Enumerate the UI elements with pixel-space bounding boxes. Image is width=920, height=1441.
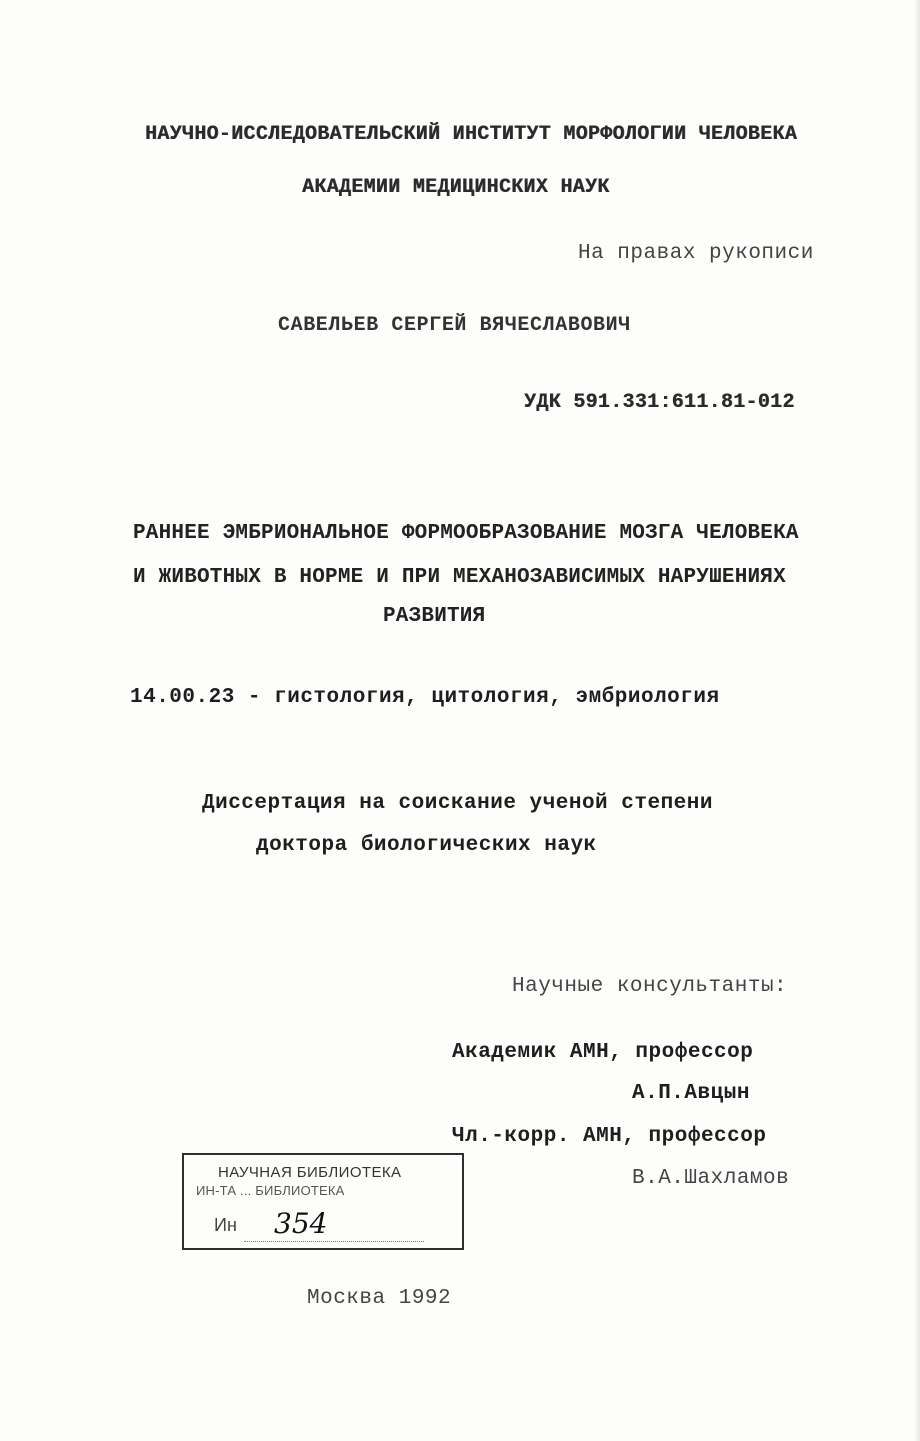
scan-edge-shadow xyxy=(914,0,920,1441)
stamp-inventory-number: 354 xyxy=(274,1207,328,1240)
place-and-year: Москва 1992 xyxy=(307,1287,452,1310)
consultant-2-name: В.А.Шахламов xyxy=(632,1167,790,1190)
academy-name: АКАДЕМИИ МЕДИЦИНСКИХ НАУК xyxy=(302,176,610,199)
stamp-inventory-prefix: Ин xyxy=(214,1215,237,1235)
degree-line-2: доктора биологических наук xyxy=(256,834,597,857)
specialty-code: 14.00.23 - гистология, цитология, эмбриология xyxy=(130,686,720,709)
consultants-heading: Научные консультанты: xyxy=(512,975,788,998)
library-stamp xyxy=(182,1153,464,1250)
stamp-institute-line: ИН-ТА ... БИБЛИОТЕКА xyxy=(196,1183,345,1198)
thesis-title-line-2: И ЖИВОТНЫХ В НОРМЕ И ПРИ МЕХАНОЗАВИСИМЫХ НАРУШЕНИЯХ xyxy=(133,566,786,589)
consultant-1-name: А.П.Авцын xyxy=(632,1082,750,1105)
stamp-number-underline xyxy=(244,1241,424,1242)
udc-code: УДК 591.331:611.81-012 xyxy=(524,391,795,414)
thesis-title-line-3: РАЗВИТИЯ xyxy=(383,605,486,628)
consultant-2-title: Чл.-корр. АМН, профессор xyxy=(452,1125,767,1148)
degree-line-1: Диссертация на соискание ученой степени xyxy=(202,792,713,815)
consultant-1-title: Академик АМН, профессор xyxy=(452,1041,754,1064)
thesis-title-line-1: РАННЕЕ ЭМБРИОНАЛЬНОЕ ФОРМООБРАЗОВАНИЕ МОЗГА ЧЕЛОВЕКА xyxy=(133,522,799,545)
manuscript-note: На правах рукописи xyxy=(578,242,814,265)
institute-name: НАУЧНО-ИССЛЕДОВАТЕЛЬСКИЙ ИНСТИТУТ МОРФОЛОГИИ ЧЕЛОВЕКА xyxy=(145,123,798,146)
author-name: САВЕЛЬЕВ СЕРГЕЙ ВЯЧЕСЛАВОВИЧ xyxy=(278,314,631,337)
stamp-library-name: НАУЧНАЯ БИБЛИОТЕКА xyxy=(218,1164,402,1181)
